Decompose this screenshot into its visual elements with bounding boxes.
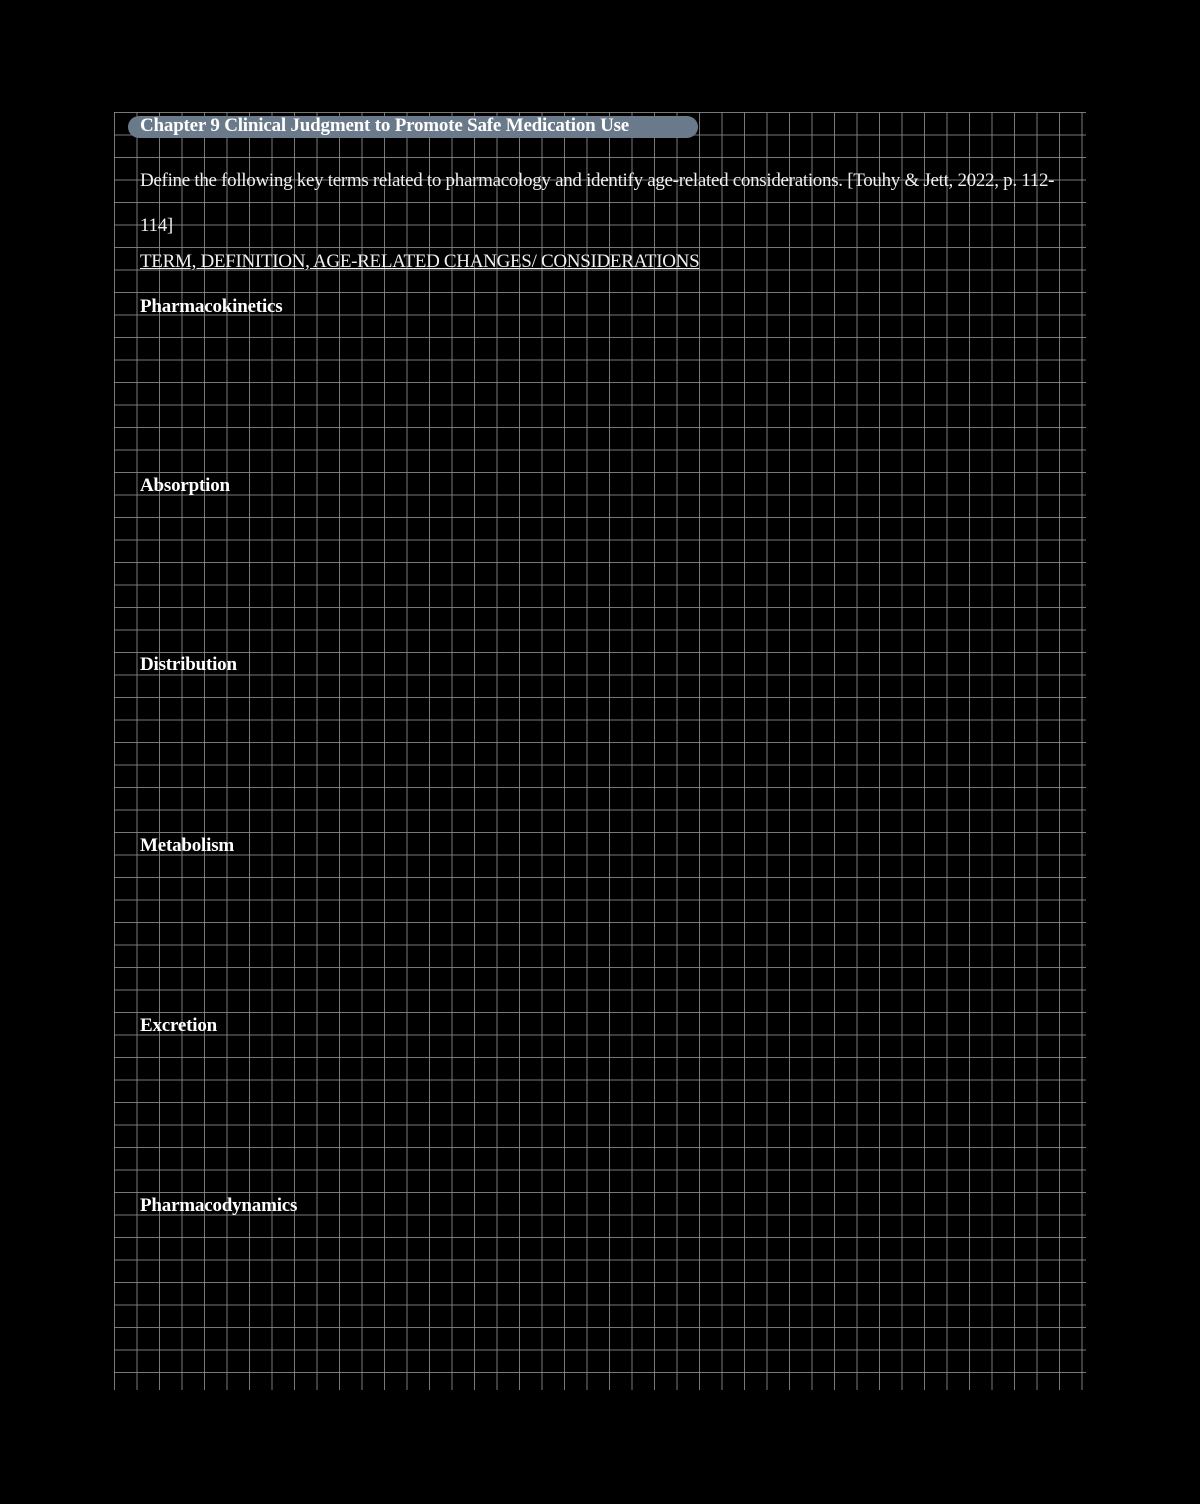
term-absorption: Absorption [140, 475, 230, 496]
table-header: TERM, DEFINITION, AGE-RELATED CHANGES/ CONSIDERATIONS [140, 251, 700, 272]
term-pharmacodynamics: Pharmacodynamics [140, 1195, 298, 1216]
term-pharmacokinetics: Pharmacokinetics [140, 296, 283, 317]
term-excretion: Excretion [140, 1015, 218, 1036]
instructions-paragraph: Define the following key terms related to pharmacology and identify age-related considerations. [Touhy & Jett, 2022, p. 112-114] [140, 170, 1055, 236]
chapter-title: Chapter 9 Clinical Judgment to Promote Safe Medication Use [140, 115, 630, 136]
term-metabolism: Metabolism [140, 835, 235, 856]
term-distribution: Distribution [140, 654, 237, 675]
